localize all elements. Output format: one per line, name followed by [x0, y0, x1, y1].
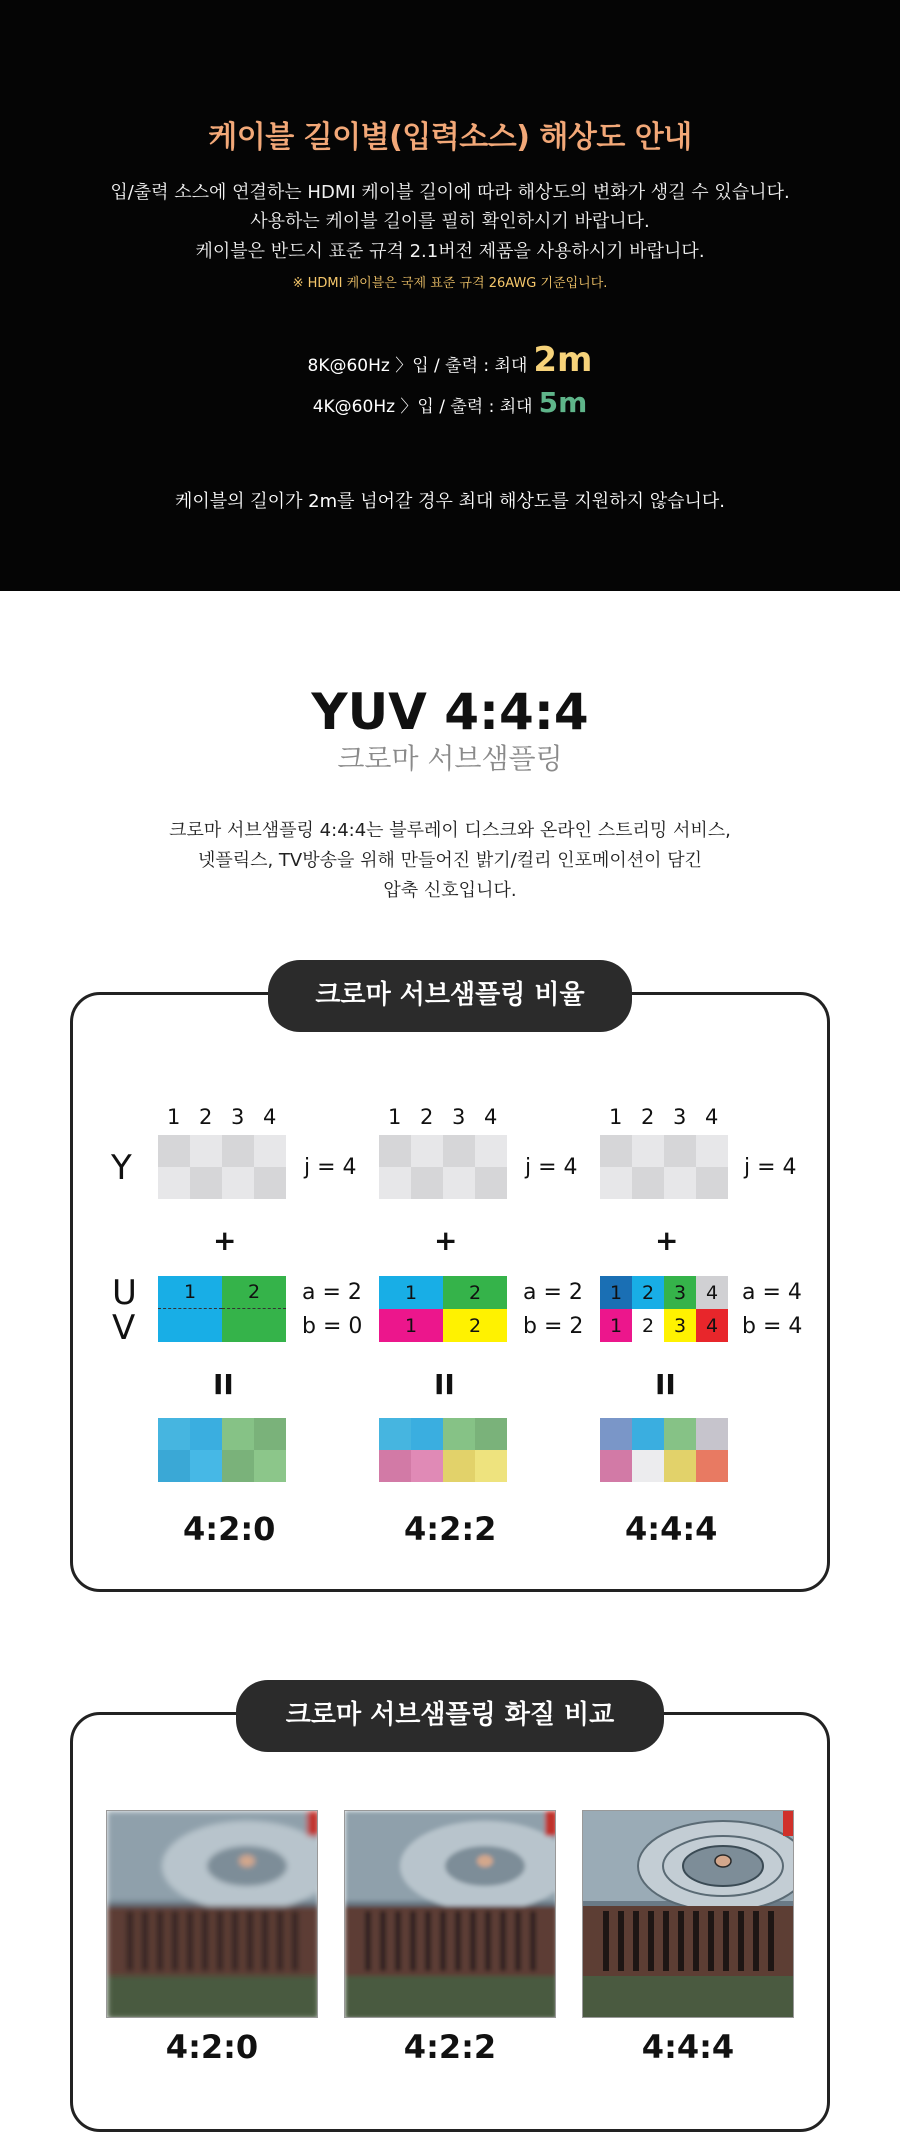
compare-label-420: 4:2:0: [165, 2028, 259, 2066]
col-number: 1: [167, 1105, 181, 1129]
u-cell: 2: [632, 1276, 664, 1309]
v-cell: 2: [443, 1309, 507, 1342]
compare-label-422: 4:2:2: [403, 2028, 497, 2066]
compare-box-title: 크로마 서브샘플링 화질 비교: [236, 1680, 664, 1752]
result-grid: [600, 1418, 728, 1482]
v-cell: 3: [664, 1309, 696, 1342]
col-number: 4: [484, 1105, 498, 1129]
cable-desc-line-2: 사용하는 케이블 길이를 필히 확인하시기 바랍니다.: [250, 211, 650, 232]
y-luma-grid: [379, 1135, 507, 1199]
equals-sign: II: [434, 1368, 455, 1401]
col-number: 2: [641, 1105, 655, 1129]
uv-chroma-grid: [158, 1276, 286, 1342]
u-cell: 1: [379, 1276, 443, 1309]
yuv-desc-line-2: 넷플릭스, TV방송을 위해 만들어진 밝기/컬리 인포메이션이 담긴: [197, 850, 703, 871]
y-luma-grid: [600, 1135, 728, 1199]
yuv-desc-line-3: 압축 신호입니다.: [383, 880, 517, 901]
u-letter: U: [112, 1273, 137, 1313]
result-grid: [158, 1418, 286, 1482]
cable-section-title: 케이블 길이별(입력소스) 해상도 안내: [208, 120, 692, 155]
b-label: b = 0: [302, 1314, 363, 1339]
col-number: 1: [388, 1105, 402, 1129]
col-number: 4: [263, 1105, 277, 1129]
ratio-label: 4:2:0: [183, 1510, 276, 1548]
cable-standard-note: ※ HDMI 케이블은 국제 표준 규격 26AWG 기준입니다.: [292, 276, 608, 291]
res-4k-value: 5m: [538, 386, 588, 419]
plus-sign: +: [434, 1224, 458, 1257]
yuv-subtitle: 크로마 서브샘플링: [337, 742, 563, 775]
cable-warning: 케이블의 길이가 2m를 넘어갈 경우 최대 해상도를 지원하지 않습니다.: [175, 491, 725, 512]
u-cell: 3: [664, 1276, 696, 1309]
compare-photo-422: [344, 1810, 556, 2018]
a-label: a = 2: [302, 1280, 362, 1305]
result-grid: [379, 1418, 507, 1482]
v-cell: 2: [632, 1309, 664, 1342]
col-number: 3: [231, 1105, 245, 1129]
a-label: a = 2: [523, 1280, 583, 1305]
v-cell: 4: [696, 1309, 728, 1342]
col-number: 1: [609, 1105, 623, 1129]
ratio-label: 4:2:2: [404, 1510, 497, 1548]
j-label: j = 4: [304, 1155, 357, 1180]
a-label: a = 4: [742, 1280, 802, 1305]
ratio-label: 4:4:4: [625, 1510, 718, 1548]
cable-desc-line-3: 케이블은 반드시 표준 규격 2.1버전 제품을 사용하시기 바랍니다.: [195, 241, 705, 262]
col-number: 4: [705, 1105, 719, 1129]
uv-chroma-grid: [379, 1276, 507, 1342]
ratio-box-title: 크로마 서브샘플링 비율: [268, 960, 632, 1032]
j-label: j = 4: [744, 1155, 797, 1180]
equals-sign: II: [213, 1368, 234, 1401]
b-label: b = 2: [523, 1314, 584, 1339]
v-letter: V: [112, 1308, 136, 1348]
u-cell: 1: [600, 1276, 632, 1309]
cable-desc-line-1: 입/출력 소스에 연결하는 HDMI 케이블 길이에 따라 해상도의 변화가 생길 수 있습니다.: [110, 182, 790, 203]
v-cell: 1: [379, 1309, 443, 1342]
cable-length-section: [0, 0, 900, 591]
res-8k-value: 2m: [533, 340, 593, 380]
j-label: j = 4: [525, 1155, 578, 1180]
res-4k-label: 4K@60Hz 〉입 / 출력 : 최대: [312, 397, 533, 417]
yuv-desc-line-1: 크로마 서브샘플링 4:4:4는 블루레이 디스크와 온라인 스트리밍 서비스,: [169, 820, 731, 841]
compare-photo-444: [582, 1810, 794, 2018]
uv-chroma-grid: [600, 1276, 728, 1342]
v-cell: 1: [600, 1309, 632, 1342]
res-8k-label: 8K@60Hz 〉입 / 출력 : 최대: [307, 356, 528, 376]
col-number: 2: [420, 1105, 434, 1129]
plus-sign: +: [655, 1224, 679, 1257]
equals-sign: II: [655, 1368, 676, 1401]
plus-sign: +: [213, 1224, 237, 1257]
compare-label-444: 4:4:4: [641, 2028, 735, 2066]
y-letter: Y: [111, 1148, 132, 1188]
compare-photo-420: [106, 1810, 318, 2018]
u-cell: 4: [696, 1276, 728, 1309]
b-label: b = 4: [742, 1314, 803, 1339]
res-8k-row: [0, 340, 900, 380]
u-cell: 2: [443, 1276, 507, 1309]
col-number: 3: [673, 1105, 687, 1129]
col-number: 3: [452, 1105, 466, 1129]
res-4k-row: [0, 386, 900, 419]
y-luma-grid: [158, 1135, 286, 1199]
u-cell: 2: [222, 1276, 286, 1309]
col-number: 2: [199, 1105, 213, 1129]
u-cell: 1: [158, 1276, 222, 1309]
yuv-title: YUV 4:4:4: [311, 683, 589, 741]
